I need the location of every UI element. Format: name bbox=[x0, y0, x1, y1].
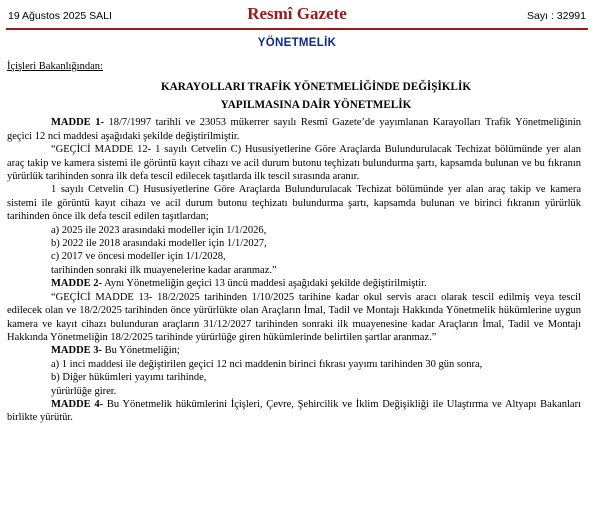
masthead-rule bbox=[6, 28, 588, 30]
article-3-item-a: a) 1 inci maddesi ile değiştirilen geçici 12 nci maddenin birinci fıkrası yayımı tarihinden 30 gün sonra, bbox=[51, 358, 483, 370]
article-4-text: Bu Yönetmelik hükümlerini İçişleri, Çevre, Şehircilik ve İklim Değişikliği ile Ulaştırma ve Altyapı Bakanları birlikte yürütür. bbox=[7, 398, 581, 424]
issue-date: 19 Ağustos 2025 SALI bbox=[8, 10, 112, 22]
regulation-title-line-1: KARAYOLLARI TRAFİK YÖNETMELİĞİNDE DEĞİŞİKLİK bbox=[160, 81, 472, 94]
document-body bbox=[7, 60, 581, 425]
article-1-item-b: b) 2022 ile 2018 arasındaki modeller için 1/1/2027, bbox=[51, 238, 267, 250]
article-3-text: Bu Yönetmeliğin; bbox=[102, 345, 180, 357]
article-1-item-c: c) 2017 ve öncesi modeller için 1/1/2028, bbox=[51, 251, 226, 263]
article-2-label: MADDE 2- bbox=[51, 278, 103, 290]
gazette-title: Resmî Gazete bbox=[247, 4, 347, 23]
article-3 bbox=[51, 344, 581, 357]
article-2-text: Aynı Yönetmeliğin geçici 13 üncü maddesi aşağıdaki şekilde değiştirilmiştir. bbox=[102, 278, 427, 290]
article-4 bbox=[7, 398, 581, 425]
article-1-paragraph-1: “GEÇİCİ MADDE 12- 1 sayılı Cetvelin C) Hususiyetlerine Göre Araçlarda Bulundurulacak Techizat bölümünde yer alan araç takip ve kamera sistemi ile görüntü kayıt cihazı ve acil durum butonu teçhizatı bulundurma şartı, kapsamda bulunan ve bu fıkranın yürürlük tarihinden sonra ilk defa tescil edilecek taşıtlarda ilk tescil sırasında aranır. bbox=[7, 144, 581, 183]
masthead bbox=[0, 0, 594, 30]
article-1-label: MADDE 1- bbox=[51, 117, 104, 129]
article-4-label: MADDE 4- bbox=[51, 398, 104, 410]
article-3-item-b: b) Diğer hükümleri yayımı tarihinde, bbox=[51, 372, 207, 384]
article-1 bbox=[7, 116, 581, 143]
article-1-paragraph-2: 1 sayılı Cetvelin C) Hususiyetlerine Göre Araçlarda Bulundurulacak Techizat bölümünde yer alan araç takip ve kamera sistemi ile görüntü kayıt cihazı ve acil durum butonu teçhizatı bulundurma şartı, kapsamda bulunan ve birinci fıkranın yürürlük tarihinden önce ilk defa tescil edilen taşıtlardan; bbox=[7, 184, 581, 223]
article-2-paragraph-1: “GEÇİCİ MADDE 13- 18/2/2025 tarihinden 1/10/2025 tarihine kadar okul servis aracı olarak tescil edilmiş veya tescil edilecek olan ve 18/2/2025 tarihinden önce yürürlükte olan Araçların İmal, Tadil ve Montajı Hakkında Yönetmelik hükümlerine uygun kamera ve kayıt cihazı bulunduran araçların 31/12/2027 tarihinden sonraki ilk muayenesine kadar Araçların İmal, Tadil ve Montajı Hakkında Yönetmeliğin 18/2/2025 tarihinde yürürlüğe giren hükümlerinde belirtilen şartlar aranmaz.” bbox=[7, 291, 581, 343]
ministry-line: İçişleri Bakanlığından: bbox=[7, 61, 103, 72]
article-1-closing: tarihinden sonraki ilk muayenelerine kadar aranmaz.” bbox=[51, 264, 277, 276]
article-3-closing: yürürlüğe girer. bbox=[51, 385, 117, 397]
article-3-label: MADDE 3- bbox=[51, 345, 103, 357]
article-1-item-a: a) 2025 ile 2023 arasındaki modeller için 1/1/2026, bbox=[51, 224, 267, 236]
issue-number: Sayı : 32991 bbox=[527, 10, 586, 22]
article-1-text: 18/7/1997 tarihli ve 23053 mükerrer sayılı Resmî Gazete’de yayımlanan Karayolları Trafik Yönetmeliğinin geçici 12 nci maddesi aşağıdaki şekilde değiştirilmiştir. bbox=[7, 117, 581, 142]
regulation-title-line-2: YAPILMASINA DAİR YÖNETMELİK bbox=[220, 99, 412, 112]
section-heading: YÖNETMELİK bbox=[257, 37, 337, 49]
article-2 bbox=[7, 277, 581, 290]
